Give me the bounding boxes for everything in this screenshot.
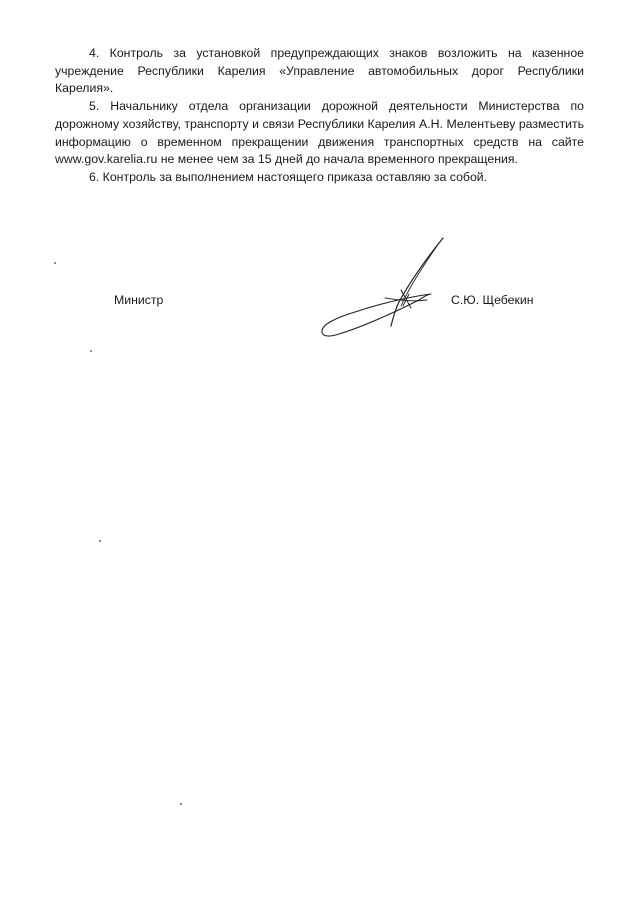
scan-speck: [90, 350, 92, 352]
scan-speck: [99, 540, 101, 542]
scan-speck: [54, 262, 56, 264]
scan-speck: [180, 803, 182, 805]
signer-position: Министр: [114, 293, 164, 307]
paragraph-5: 5. Начальнику отдела организации дорожной деятельности Министерства по дорожному хозяйству, транспорту и связи Республики Карелия А.Н. Мелентьеву разместить информацию о временном прекращении движения транспортных средств на сайте www.gov.karelia.ru не менее чем за 15 дней до начала временного прекращения.: [55, 99, 584, 167]
handwritten-signature: [315, 232, 465, 342]
signer-name: С.Ю. Щебекин: [451, 293, 534, 307]
document-body: [55, 45, 584, 187]
paragraph-4: 4. Контроль за установкой предупреждающих знаков возложить на казенное учреждение Республики Карелия «Управление автомобильных дорог Республики Карелия».: [55, 46, 584, 96]
paragraph-6: 6. Контроль за выполнением настоящего приказа оставляю за собой.: [89, 169, 488, 184]
